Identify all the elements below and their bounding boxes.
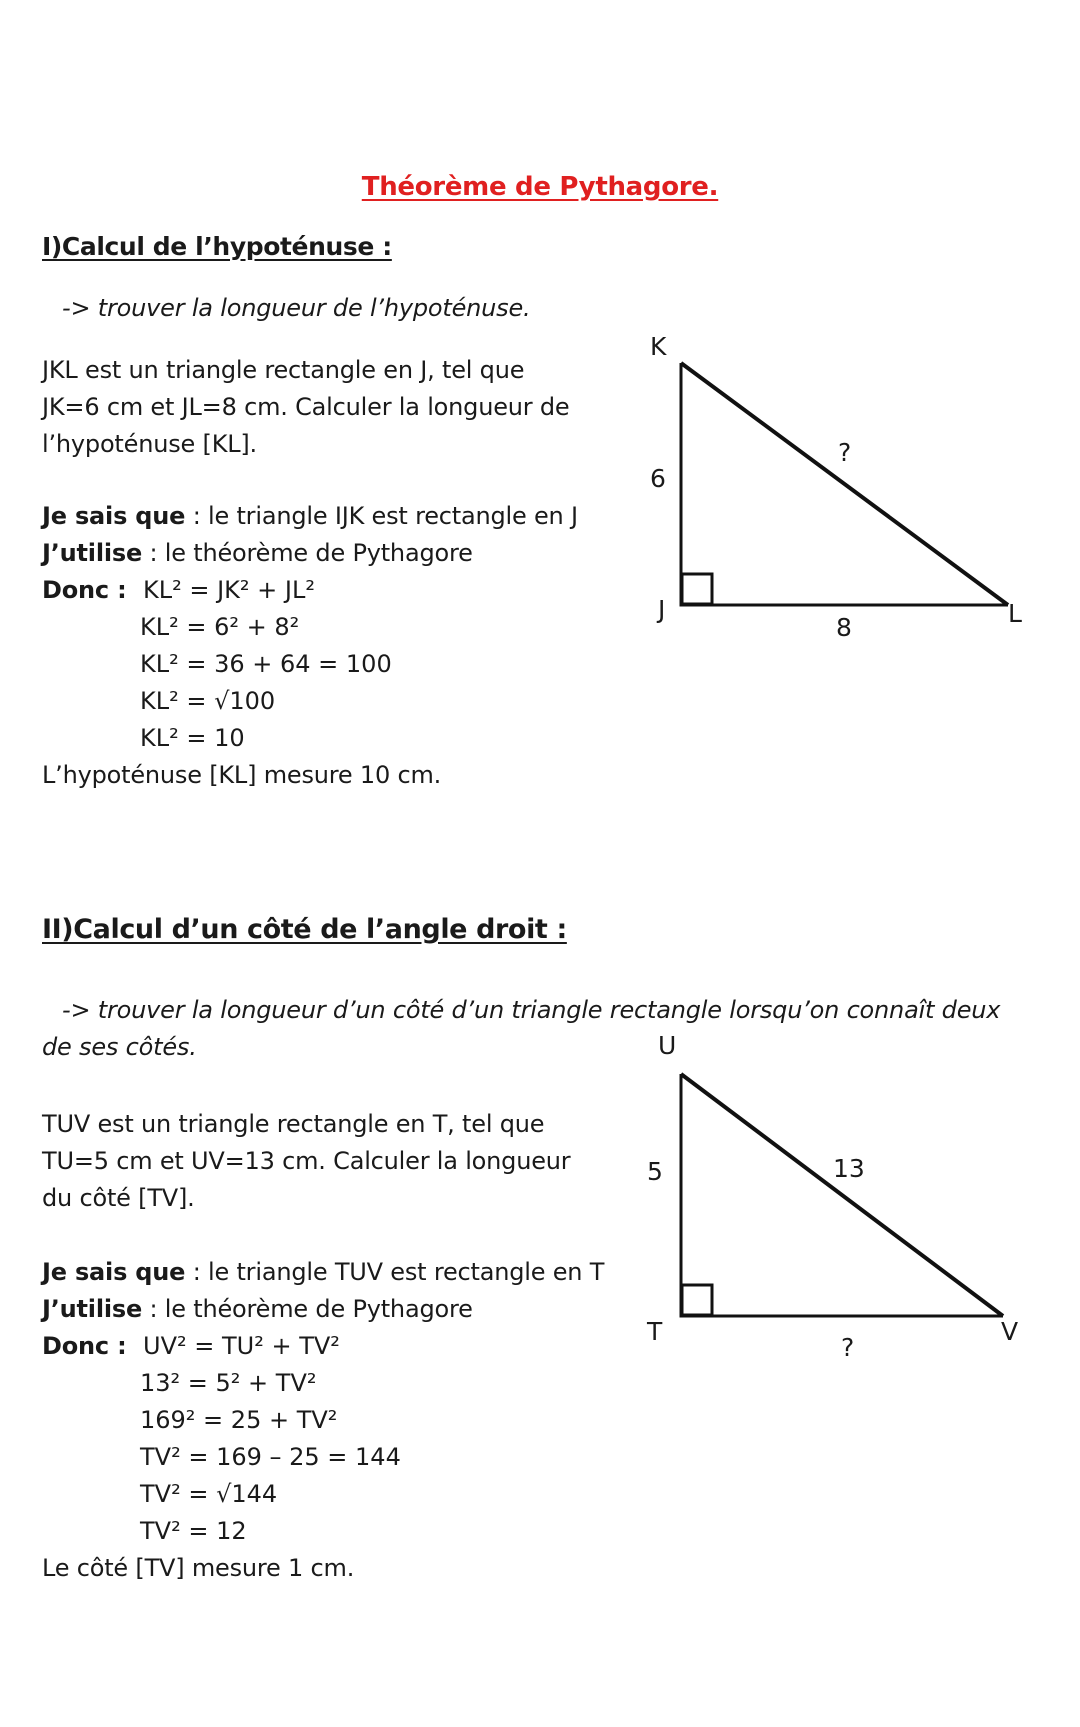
j-utilise-text: : le théorème de Pythagore xyxy=(142,539,473,567)
vertex-j-label: J xyxy=(658,595,666,624)
right-angle-marker-t xyxy=(682,1285,712,1315)
donc-label: Donc : xyxy=(42,1332,127,1360)
section1-step-4: KL² = √100 xyxy=(140,687,276,715)
vertex-t-label: T xyxy=(647,1317,663,1346)
section1-statement-line3: l’hypoténuse [KL]. xyxy=(42,430,257,458)
je-sais-text: : le triangle TUV est rectangle en T xyxy=(185,1258,605,1286)
section1-objective: -> trouver la longueur de l’hypoténuse. xyxy=(62,294,531,322)
side-jk-label: 6 xyxy=(650,464,666,493)
section1-step-5: KL² = 10 xyxy=(140,724,245,752)
vertex-k-label: K xyxy=(650,332,667,361)
section2-statement-line3: du côté [TV]. xyxy=(42,1184,195,1212)
section2-step-2: 13² = 5² + TV² xyxy=(140,1369,317,1397)
section2-heading: II)Calcul d’un côté de l’angle droit : xyxy=(42,914,567,945)
section1-step-3: KL² = 36 + 64 = 100 xyxy=(140,650,392,678)
vertex-u-label: U xyxy=(658,1031,677,1060)
page-title: Théorème de Pythagore. xyxy=(361,172,719,202)
je-sais-label: Je sais que xyxy=(42,502,186,530)
section1-step-1: KL² = JK² + JL² xyxy=(143,576,315,604)
vertex-v-label: V xyxy=(1001,1317,1019,1346)
je-sais-text: : le triangle IJK est rectangle en J xyxy=(185,502,578,530)
j-utilise-text: : le théorème de Pythagore xyxy=(142,1295,473,1323)
j-utilise-label: J’utilise xyxy=(42,1295,143,1323)
section2-step-6: TV² = 12 xyxy=(140,1517,247,1545)
side-jl-label: 8 xyxy=(836,613,852,642)
section2-statement-line2: TU=5 cm et UV=13 cm. Calculer la longueur xyxy=(42,1147,571,1175)
section2-step-4: TV² = 169 – 25 = 144 xyxy=(140,1443,401,1471)
section1-step-2: KL² = 6² + 8² xyxy=(140,613,300,641)
side-tv-label: ? xyxy=(841,1333,855,1362)
vertex-l-label: L xyxy=(1008,599,1022,628)
section2-step-1: UV² = TU² + TV² xyxy=(143,1332,340,1360)
donc-label: Donc : xyxy=(42,576,127,604)
section2-step-3: 169² = 25 + TV² xyxy=(140,1406,338,1434)
section1-conclusion: L’hypoténuse [KL] mesure 10 cm. xyxy=(42,761,442,789)
j-utilise-label: J’utilise xyxy=(42,539,143,567)
triangle-tuv-hypotenuse xyxy=(681,1074,1003,1316)
side-tu-label: 5 xyxy=(647,1157,663,1186)
je-sais-label: Je sais que xyxy=(42,1258,186,1286)
section2-statement-line1: TUV est un triangle rectangle en T, tel que xyxy=(42,1110,545,1138)
section1-heading: I)Calcul de l’hypoténuse : xyxy=(42,232,392,261)
section2-objective-line2: de ses côtés. xyxy=(42,1033,197,1061)
section2-step-5: TV² = √144 xyxy=(140,1480,278,1508)
section2-objective-line1: -> trouver la longueur d’un côté d’un triangle rectangle lorsqu’on connaît deux xyxy=(62,996,1001,1024)
section1-statement-line2: JK=6 cm et JL=8 cm. Calculer la longueur de xyxy=(42,393,570,421)
section1-statement-line1: JKL est un triangle rectangle en J, tel que xyxy=(42,356,525,384)
hypotenuse-uv-label: 13 xyxy=(833,1154,865,1183)
hypotenuse-kl-label: ? xyxy=(838,438,852,467)
section2-conclusion: Le côté [TV] mesure 1 cm. xyxy=(42,1554,355,1582)
